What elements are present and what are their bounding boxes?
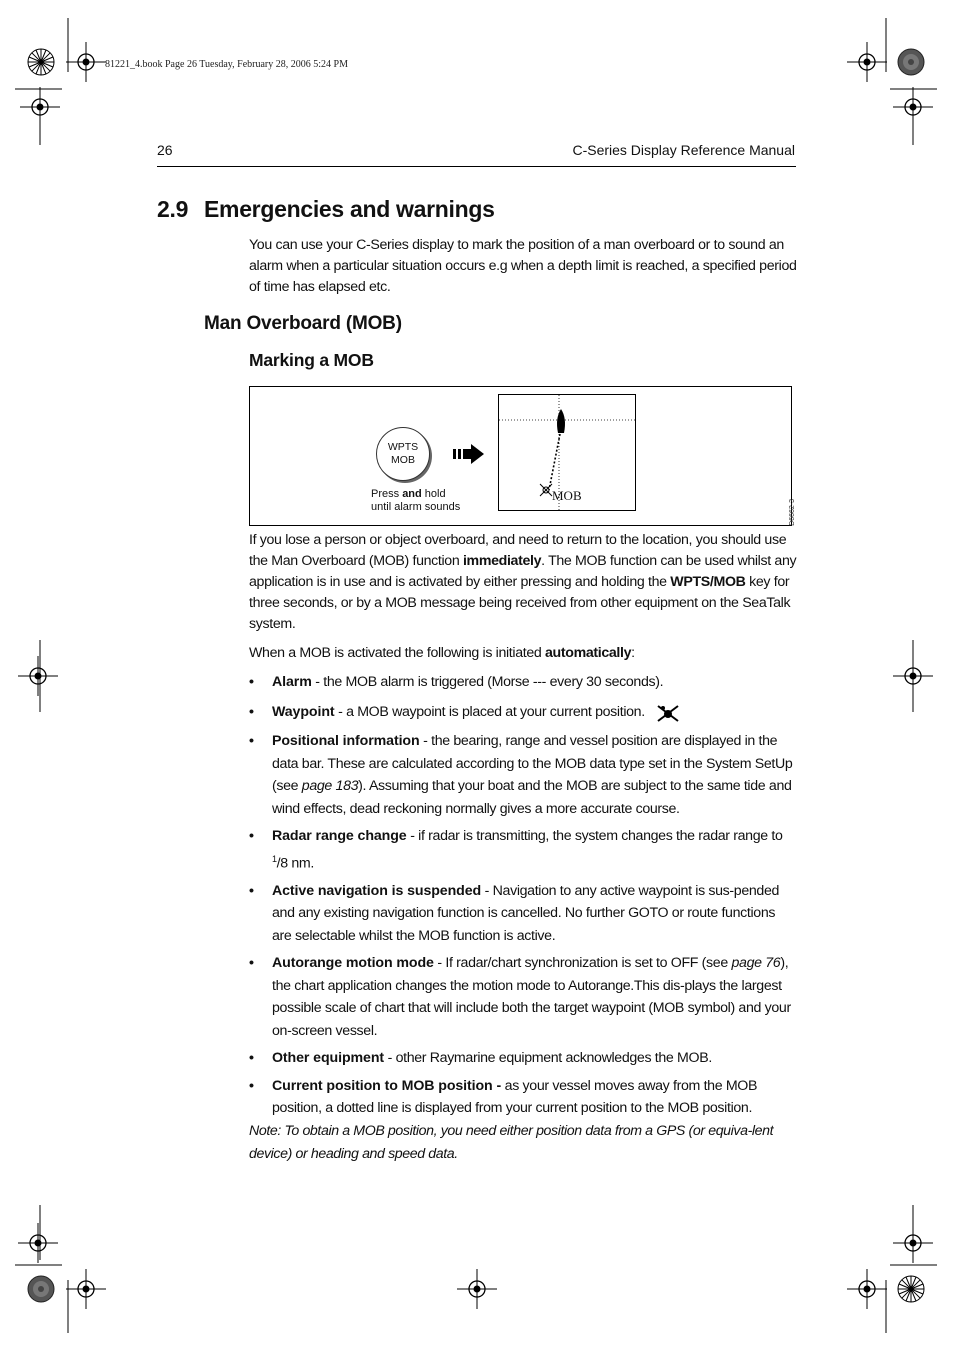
- list-item: • Waypoint - a MOB waypoint is placed at your current position.: [249, 701, 797, 724]
- note: Note: To obtain a MOB position, you need either position data from a GPS (or equiva-lent device) or heading and speed data.: [249, 1123, 774, 1162]
- list-item: • Current position to MOB position - as your vessel moves away from the MOB position, a dotted line is displayed from your current position to the MOB position.: [249, 1075, 797, 1120]
- registration-mark-icon: [457, 1269, 497, 1309]
- bullet-glyph: •: [249, 1050, 254, 1067]
- book-stamp: 81221_4.book Page 26 Tuesday, February 28, 2006 5:24 PM: [105, 59, 348, 70]
- wpts-mob-key: [376, 427, 430, 481]
- chart-display: [498, 394, 636, 511]
- running-head: C-Series Display Reference Manual: [572, 142, 795, 158]
- bullet-glyph: •: [249, 955, 254, 972]
- paragraph-mob-usage: If you lose a person or object overboard, and need to return to the location, you should use the Man Overboard (MOB) function immediately. The MOB function can be used whilst any application is in use and is activated by either pressing and holding the WPTS/MOB key for three seconds, or by a MOB message being received from other equipment on the SeaTalk system.: [249, 532, 797, 632]
- registration-mark-icon: [847, 42, 887, 82]
- figure-code: D6662-3: [789, 499, 796, 526]
- section-title: [157, 196, 495, 223]
- list-item: • Alarm - the MOB alarm is triggered (Morse --- every 30 seconds).: [249, 671, 797, 694]
- list-item: • Active navigation is suspended - Navigation to any active waypoint is sus-pended and any existing navigation function is cancelled. No further GOTO or route functions are selectable whilst the MOB function is active.: [249, 880, 797, 948]
- list-item: • Other equipment - other Raymarine equipment acknowledges the MOB.: [249, 1047, 797, 1070]
- section-number: 2.9: [157, 196, 189, 222]
- mob-label: MOB: [552, 488, 582, 503]
- registration-mark-icon: [18, 656, 58, 696]
- page-link[interactable]: page 76: [731, 955, 781, 972]
- sunburst-target-icon: [898, 49, 924, 75]
- page-number: 26: [157, 142, 173, 158]
- sunburst-target-icon: [28, 49, 54, 75]
- subsection-title: Man Overboard (MOB): [204, 313, 402, 334]
- bullet-glyph: •: [249, 674, 254, 690]
- key-label-line1: WPTS: [387, 441, 419, 453]
- list-item: • Radar range change - if radar is transmitting, the system changes the radar range to $^1$/8 nm.: [249, 825, 797, 875]
- key-label-line2: MOB: [391, 454, 415, 466]
- registration-mark-icon: [66, 1269, 106, 1309]
- press-hold-caption: Press and hold until alarm sounds: [371, 488, 461, 513]
- vessel-icon: [557, 409, 565, 433]
- mob-actions-list: [249, 671, 797, 1120]
- sunburst-target-icon: [898, 1276, 924, 1302]
- bullet-glyph: •: [249, 733, 254, 749]
- subsubsection-title: Marking a MOB: [249, 350, 374, 370]
- bullet-glyph: •: [249, 1077, 254, 1094]
- header-rule: [157, 166, 796, 167]
- page-link[interactable]: page 183: [301, 778, 359, 794]
- bullet-glyph: •: [249, 703, 254, 720]
- bullet-glyph: •: [249, 828, 254, 844]
- section-title-text: Emergencies and warnings: [204, 196, 495, 222]
- mob-figure: [249, 386, 796, 526]
- sunburst-target-icon: [28, 1276, 54, 1302]
- section-intro: You can use your C-Series display to mark the position of a man overboard or to sound an alarm when a particular situation occurs e.g when a depth limit is reached, a specified period of time has elapsed etc.: [249, 237, 797, 295]
- registration-mark-icon: [847, 1269, 887, 1309]
- list-item: • Positional information - the bearing, range and vessel position are displayed in the data bar. These are calculated according to the MOB data type set in the System SetUp (see page 183). Assuming that your boat and the MOB are subject to the same tide and wind effects, dead reckoning normally gives a more accurate course.: [249, 730, 797, 820]
- bullet-glyph: •: [249, 882, 254, 899]
- mob-symbol-icon: [540, 484, 552, 496]
- arrow-right-icon: [453, 443, 485, 465]
- registration-mark-icon: [66, 42, 106, 82]
- registration-mark-icon: [18, 1223, 58, 1263]
- paragraph-automatic: When a MOB is activated the following is initiated automatically:: [249, 645, 635, 661]
- list-item: • Autorange motion mode - If radar/chart synchronization is set to OFF (see page 76), the chart application changes the motion mode to Autorange.This dis-plays the largest possible scale of chart that will include both the target waypoint (MOB symbol) and your on-screen vessel.: [249, 952, 797, 1042]
- mob-symbol-icon: [656, 704, 680, 722]
